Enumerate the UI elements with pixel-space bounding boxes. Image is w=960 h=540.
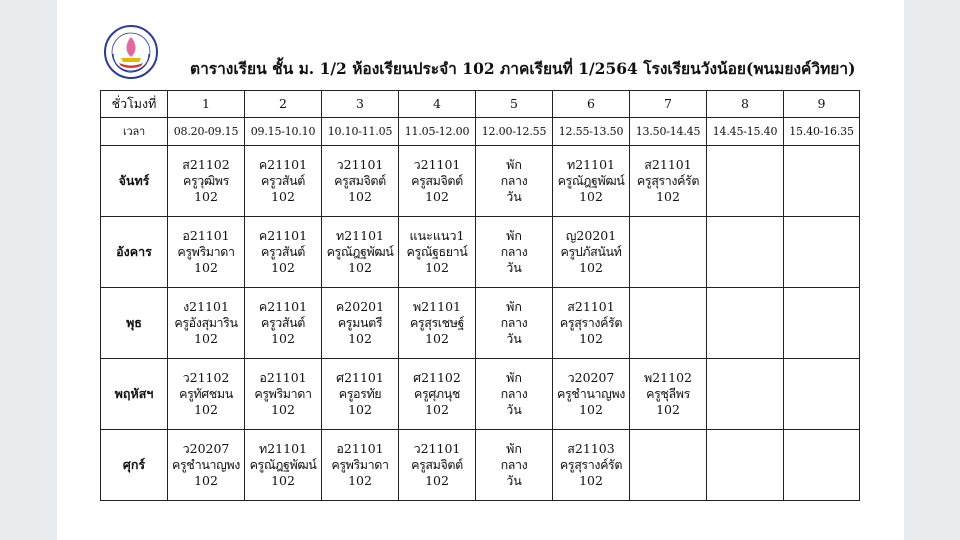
subject-code: อ21101	[336, 441, 384, 456]
subject-code: พ21102	[643, 370, 692, 385]
room-number: 102	[425, 473, 449, 488]
teacher-name: ครูณัฎฐพัฒน์	[249, 457, 317, 472]
day-row	[101, 359, 860, 430]
room-number: วัน	[506, 189, 522, 204]
subject-code: ส21101	[644, 157, 692, 172]
room-number: 102	[656, 189, 680, 204]
teacher-name: ครูสุรางค์รัต	[636, 173, 700, 188]
day-row	[101, 146, 860, 217]
class-cell	[476, 430, 553, 501]
class-cell	[476, 217, 553, 288]
subject-code: ศ21102	[413, 370, 461, 385]
room-number: 102	[656, 402, 680, 417]
period-number: 7	[630, 91, 707, 118]
class-cell	[322, 359, 399, 430]
day-name: ศุกร์	[101, 430, 168, 501]
teacher-name: กลาง	[500, 386, 528, 401]
room-number: 102	[348, 402, 372, 417]
day-row	[101, 288, 860, 359]
class-cell	[553, 359, 630, 430]
period-number: 8	[707, 91, 784, 118]
teacher-name: ครูพริมาดา	[331, 457, 389, 472]
period-number: 9	[784, 91, 860, 118]
teacher-name: ครูพริมาดา	[177, 244, 235, 259]
room-number: 102	[194, 402, 218, 417]
school-logo-icon	[103, 24, 159, 80]
subject-code: ว21101	[336, 157, 384, 172]
room-number: 102	[348, 473, 372, 488]
teacher-name: ครูสมจิตต์	[411, 457, 463, 472]
subject-code: ส21103	[567, 441, 615, 456]
period-number: 2	[245, 91, 322, 118]
class-cell	[553, 288, 630, 359]
teacher-name: ครูมนตรี	[337, 315, 383, 330]
room-number: 102	[194, 331, 218, 346]
teacher-name: ครูชุลีพร	[646, 386, 690, 401]
period-number: 3	[322, 91, 399, 118]
class-cell	[168, 146, 245, 217]
teacher-name: ครูสมจิตต์	[411, 173, 463, 188]
subject-code: พัก	[506, 370, 522, 385]
subject-code: ง21101	[183, 299, 229, 314]
room-number: วัน	[506, 331, 522, 346]
subject-code: ศ21101	[336, 370, 384, 385]
class-cell	[630, 217, 707, 288]
time-slot: 12.00-12.55	[476, 118, 553, 146]
room-number: 102	[348, 260, 372, 275]
room-number: 102	[348, 189, 372, 204]
period-number: 4	[399, 91, 476, 118]
class-cell	[322, 146, 399, 217]
subject-code: ค21101	[258, 228, 308, 243]
day-name: อังคาร	[101, 217, 168, 288]
subject-code: ว21101	[413, 157, 461, 172]
room-number: 102	[194, 189, 218, 204]
class-cell	[245, 146, 322, 217]
time-slot: 12.55-13.50	[553, 118, 630, 146]
class-cell	[784, 430, 860, 501]
day-row	[101, 430, 860, 501]
time-slot: 13.50-14.45	[630, 118, 707, 146]
teacher-name: ครูสุรางค์รัต	[559, 457, 623, 472]
class-cell	[630, 359, 707, 430]
class-cell	[630, 430, 707, 501]
subject-code: แนะแนว1	[409, 228, 465, 243]
teacher-name: ครูอรทัย	[338, 386, 382, 401]
subject-code: ว21102	[182, 370, 230, 385]
subject-code: ว20207	[567, 370, 615, 385]
class-cell	[707, 217, 784, 288]
room-number: 102	[271, 260, 295, 275]
teacher-name: ครูทัศชมน	[179, 386, 233, 401]
class-cell	[553, 146, 630, 217]
teacher-name: ครูวุฒิพร	[183, 173, 229, 188]
class-cell	[168, 359, 245, 430]
class-cell	[784, 146, 860, 217]
room-number: 102	[579, 189, 603, 204]
time-slot: 09.15-10.10	[245, 118, 322, 146]
class-cell	[168, 217, 245, 288]
class-cell	[784, 288, 860, 359]
room-number: 102	[348, 331, 372, 346]
room-number: วัน	[506, 402, 522, 417]
class-cell	[707, 146, 784, 217]
teacher-name: ครูวสันต์	[261, 244, 305, 259]
period-header-row	[101, 91, 860, 118]
class-cell	[245, 288, 322, 359]
subject-code: ค21101	[258, 157, 308, 172]
subject-code: พัก	[506, 299, 522, 314]
class-cell	[168, 288, 245, 359]
time-slot: 11.05-12.00	[399, 118, 476, 146]
teacher-name: ครูวสันต์	[261, 315, 305, 330]
class-cell	[322, 430, 399, 501]
subject-code: ท21101	[566, 157, 615, 172]
room-number: 102	[579, 260, 603, 275]
subject-code: ว20207	[182, 441, 230, 456]
room-number: 102	[579, 331, 603, 346]
teacher-name: ครูณัฎฐพัฒน์	[326, 244, 394, 259]
class-cell	[399, 288, 476, 359]
teacher-name: กลาง	[500, 244, 528, 259]
subject-code: พ21101	[412, 299, 461, 314]
class-cell	[707, 430, 784, 501]
subject-code: ค20201	[335, 299, 385, 314]
time-slot: 10.10-11.05	[322, 118, 399, 146]
class-cell	[784, 217, 860, 288]
class-cell	[476, 146, 553, 217]
room-number: 102	[271, 189, 295, 204]
room-number: วัน	[506, 473, 522, 488]
class-cell	[630, 288, 707, 359]
room-number: 102	[194, 260, 218, 275]
subject-code: ส21102	[182, 157, 230, 172]
teacher-name: กลาง	[500, 315, 528, 330]
room-number: 102	[271, 473, 295, 488]
class-cell	[399, 217, 476, 288]
teacher-name: ครูพริมาดา	[254, 386, 312, 401]
subject-code: ท21101	[258, 441, 307, 456]
class-cell	[630, 146, 707, 217]
room-number: 102	[271, 331, 295, 346]
teacher-name: ครูสุรเชษฐ์	[409, 315, 465, 330]
class-cell	[707, 359, 784, 430]
time-slot: 14.45-15.40	[707, 118, 784, 146]
room-number: 102	[425, 402, 449, 417]
room-number: 102	[579, 473, 603, 488]
time-label: เวลา	[101, 118, 168, 146]
teacher-name: ครูสุรางค์รัต	[559, 315, 623, 330]
room-number: 102	[425, 189, 449, 204]
class-cell	[476, 359, 553, 430]
period-number: 1	[168, 91, 245, 118]
period-number: 5	[476, 91, 553, 118]
teacher-name: ครูศุภนุช	[414, 386, 460, 401]
class-cell	[399, 146, 476, 217]
teacher-name: ครูอังสุมาริน	[174, 315, 238, 330]
room-number: 102	[271, 402, 295, 417]
page-title: ตารางเรียน ชั้น ม. 1/2 ห้องเรียนประจำ 102 ภาคเรียนที่ 1/2564 โรงเรียนวังน้อย(พนมยงค์วิทยา)	[190, 59, 856, 78]
subject-code: พัก	[506, 157, 522, 172]
period-label: ชั่วโมงที่	[101, 91, 168, 118]
class-cell	[476, 288, 553, 359]
day-name: พฤหัสฯ	[101, 359, 168, 430]
teacher-name: ครูชำนาญพง	[557, 386, 625, 401]
subject-code: พัก	[506, 441, 522, 456]
teacher-name: ครูปภัสนันท์	[560, 244, 622, 259]
subject-code: อ21101	[182, 228, 230, 243]
teacher-name: ครูสมจิตต์	[334, 173, 386, 188]
subject-code: ท21101	[335, 228, 384, 243]
timetable	[100, 90, 860, 501]
class-cell	[168, 430, 245, 501]
class-cell	[399, 359, 476, 430]
subject-code: ญ20201	[565, 228, 617, 243]
teacher-name: กลาง	[500, 173, 528, 188]
day-name: พุธ	[101, 288, 168, 359]
room-number: 102	[194, 473, 218, 488]
time-header-row	[101, 118, 860, 146]
room-number: 102	[579, 402, 603, 417]
room-number: 102	[425, 331, 449, 346]
room-number: วัน	[506, 260, 522, 275]
class-cell	[322, 288, 399, 359]
room-number: 102	[425, 260, 449, 275]
subject-code: พัก	[506, 228, 522, 243]
class-cell	[553, 217, 630, 288]
class-cell	[245, 430, 322, 501]
class-cell	[322, 217, 399, 288]
subject-code: ส21101	[567, 299, 615, 314]
class-cell	[245, 359, 322, 430]
subject-code: ว21101	[413, 441, 461, 456]
teacher-name: กลาง	[500, 457, 528, 472]
teacher-name: ครูชำนาญพง	[172, 457, 240, 472]
class-cell	[784, 359, 860, 430]
class-cell	[245, 217, 322, 288]
class-cell	[707, 288, 784, 359]
day-name: จันทร์	[101, 146, 168, 217]
subject-code: ค21101	[258, 299, 308, 314]
class-cell	[399, 430, 476, 501]
subject-code: อ21101	[259, 370, 307, 385]
teacher-name: ครูวสันต์	[261, 173, 305, 188]
day-row	[101, 217, 860, 288]
time-slot: 15.40-16.35	[784, 118, 860, 146]
time-slot: 08.20-09.15	[168, 118, 245, 146]
class-cell	[553, 430, 630, 501]
period-number: 6	[553, 91, 630, 118]
teacher-name: ครูณัฎฐพัฒน์	[557, 173, 625, 188]
teacher-name: ครูณัฐธยาน์	[406, 244, 468, 259]
